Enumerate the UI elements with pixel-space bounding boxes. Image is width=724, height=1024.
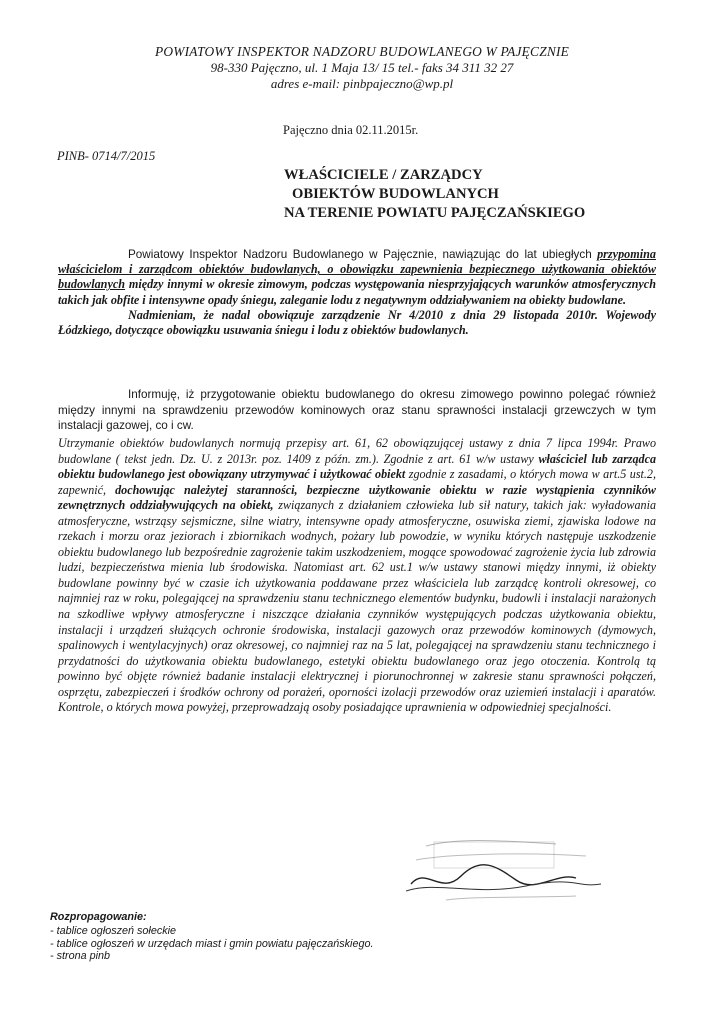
paragraph-intro: Powiatowy Inspektor Nadzoru Budowlanego w Pajęcznie, nawiązując do lat ubiegłych: [128, 248, 592, 261]
distribution-title: Rozpropagowanie:: [50, 911, 147, 923]
addressee-block: [284, 166, 585, 223]
distribution-item: - tablice ogłoszeń w urzędach miast i gmin powiatu pajęczańskiego.: [50, 937, 374, 950]
letterhead-organization: POWIATOWY INSPEKTOR NADZORU BUDOWLANEGO W PAJĘCZNIE: [154, 44, 570, 59]
reminder-highlight: przypomina właścicielom i zarządcom obiektów budowlanych, o obowiązku zapewnienia bezpiecznego użytkowania obiektów budowlanych: [58, 247, 656, 292]
distribution-item: - tablice ogłoszeń sołeckie: [50, 924, 177, 937]
paragraph-legal: [58, 436, 656, 716]
legal-part-a: Utrzymanie obiektów budowlanych normują przepisy art. 61, 62 obowiązującej ustawy z dnia 7 lipca 1994r. Prawo budowlane ( tekst jedn. Dz. U. z 2013r. poz. 1409 z późn. zm.). Zgodnie z art. 61 w/w ustawy: [58, 436, 656, 466]
paragraph-heating: Informuję, iż przygotowanie obiektu budowlanego do okresu zimowego powinno polegać również między innymi na sprawdzeniu przewodów kominowych oraz stanu sprawności instalacji grzewczych w tym instalacji gazowej, co i cw.: [58, 388, 656, 433]
regulation-note: Nadmieniam, że nadal obowiązuje zarządzenie Nr 4/2010 z dnia 29 listopada 2010r. Wojewody Łódzkiego, dotyczące obowiązku usuwania śniegu i lodu z obiektów budowlanych.: [58, 307, 656, 338]
letterhead-address: 98-330 Pajęczno, ul. 1 Maja 13/ 15 tel.- faks 34 311 32 27: [210, 60, 514, 75]
paragraph-reminder: [58, 247, 656, 338]
reminder-rest: między innymi w okresie zimowym, podczas występowania niesprzyjających warunków atmosferycznych takich jak obfite i intensywne opady śniegu, zaleganie lodu z negatywnym oddziaływaniem na obiekty budowlane.: [58, 277, 656, 307]
legal-part-e: związanych z działaniem człowieka lub sił natury, takich jak: wyładowania atmosferyczne, wstrząsy sejsmiczne, silne wiatry, intensywne opady atmosferyczne, osuwiska ziemi, zjawiska lodowe na rzekach i morzu oraz jeziorach i zbiornikach wodnych, pożary lub powodzie, w wyniku których następuje uszkodzenie obiektu budowlanego lub bezpośrednie zagrożenie takim uszkodzeniem, mogące spowodować zagrożenie życia lub zdrowia ludzi, bezpieczeństwa mienia lub środowiska. Natomiast art. 62 ust.1 w/w ustawy stanowi między innymi, iż obiekty budowlane powinny być w czasie ich użytkowania poddawane przez właściciela lub zarządcę kontroli okresowej, co najmniej raz w roku, polegającej na sprawdzeniu stanu technicznego elementów budynku, budowli i instalacji narażonych na szkodliwe wpływy atmosferyczne i niszczące działania czynników występujących podczas użytkowania obiektu, instalacji i urządzeń służących ochronie środowiska, instalacji gazowych oraz przewodów kominowych (dymowych, spalinowych i wentylacyjnych) oraz okresowej, co najmniej raz na 5 lat, polegającej na sprawdzeniu stanu technicznego i przydatności do użytkowania obiektu budowlanego, estetyki obiektu budowlanego oraz jego otoczenia. Kontrolą tą powinno być objęte również badanie instalacji elektrycznej i piorunochronnej w zakresie stanu sprawności połączeń, osprzętu, zabezpieczeń i środków ochrony od porażeń, oporności izolacji przewodów oraz uziemień instalacji i aparatów. Kontrole, o których mowa powyżej, przeprowadzają osoby posiadające uprawnienia w odpowiedniej specjalności.: [58, 498, 656, 715]
legal-part-c: zgodnie z zasadami, o których mowa w art.5 ust.2, zapewnić,: [58, 467, 656, 497]
letterhead: [0, 44, 724, 92]
reference-number: PINB- 0714/7/2015: [57, 149, 156, 163]
legal-part-d: dochowując należytej staranności, bezpieczne użytkowanie obiektu w razie wystąpienia czynników zewnętrznych oddziaływujących na obiekt,: [58, 482, 656, 513]
addressee-line-1: WŁAŚCICIELE / ZARZĄDCY: [284, 167, 483, 183]
signature-stamp: [406, 836, 606, 912]
letterhead-email: adres e-mail: pinbpajeczno@wp.pl: [270, 76, 454, 91]
letter-date: Pajęczno dnia 02.11.2015r.: [283, 123, 419, 137]
distribution-item: - strona pinb: [50, 950, 111, 963]
distribution-list: [50, 911, 373, 963]
addressee-line-3: NA TERENIE POWIATU PAJĘCZAŃSKIEGO: [284, 205, 586, 221]
legal-part-b: właściciel lub zarządca obiektu budowlanego jest obowiązany utrzymywać i użytkować obiekt: [58, 451, 656, 482]
addressee-line-2: OBIEKTÓW BUDOWLANYCH: [292, 186, 499, 202]
